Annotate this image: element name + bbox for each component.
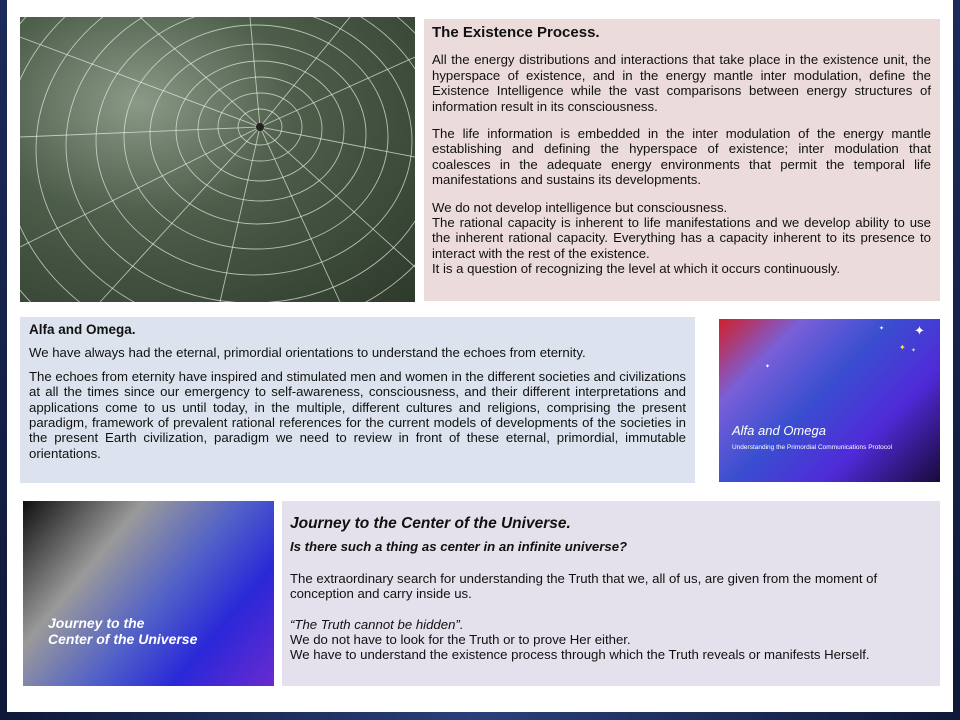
journey-card-title-line-2: Center of the Universe xyxy=(48,631,198,647)
journey-paragraph-2a: We do not have to look for the Truth or to prove Her either. xyxy=(290,632,631,648)
journey-card-title-line-1: Journey to the xyxy=(48,615,145,631)
star-icon: ✦ xyxy=(899,343,906,352)
alfa-omega-cover-image xyxy=(719,319,940,482)
journey-paragraph-2b: We have to understand the existence process through which the Truth reveals or manifests Herself. xyxy=(290,647,870,663)
existence-paragraph-3b: The rational capacity is inherent to life manifestations and we develop ability to use the inherent rational capacity. Everything has a capacity inherent to its presence to interact with the rest of the existence. xyxy=(432,215,931,261)
journey-question: Is there such a thing as center in an infinite universe? xyxy=(290,539,628,555)
journey-panel xyxy=(282,501,940,686)
alfa-title: Alfa and Omega. xyxy=(29,322,136,337)
spider-web-photo xyxy=(20,17,415,302)
star-icon: ✦ xyxy=(765,364,771,370)
journey-quote: “The Truth cannot be hidden”. xyxy=(290,616,464,632)
journey-card-title xyxy=(48,615,197,647)
alfa-omega-panel xyxy=(20,317,695,483)
journey-paragraph-1: The extraordinary search for understanding the Truth that we, all of us, are given from the moment of conception and carry inside us. xyxy=(290,570,878,602)
frame-right-border xyxy=(953,0,960,720)
star-icon: ✦ xyxy=(914,323,925,338)
existence-paragraph-1: All the energy distributions and interactions that take place in the existence unit, the hyperspace of existence, and in the energy mantle inter modulation, define the Existence Intelligence while the vast comparisons between energy structures of information result in its consciousness. xyxy=(432,52,931,114)
alfa-paragraph-1: We have always had the eternal, primordial orientations to understand the echoes from eternity. xyxy=(29,345,586,361)
existence-title: The Existence Process. xyxy=(432,24,600,41)
alfa-card-title: Alfa and Omega xyxy=(732,423,826,438)
existence-paragraph-3c: It is a question of recognizing the level at which it occurs continuously. xyxy=(432,261,841,277)
frame-left-border xyxy=(0,0,7,720)
journey-cover-image xyxy=(23,501,274,686)
star-icon: ✦ xyxy=(911,348,917,354)
alfa-paragraph-2: The echoes from eternity have inspired and stimulated men and women in the different societies and civilizations at all the times since our emergency to self-awareness, consciousness, and their different interpretations and applications come to us until today, in the multiple, different cultures and religions, comprising the present paradigm, framework of prevalent rational references for the current models of developments of the societies in the present Earth civilization, paradigm we need to review in front of these eternal, primordial, immutable orientations. xyxy=(29,368,686,461)
star-icon: ✦ xyxy=(879,326,885,332)
existence-process-panel xyxy=(424,19,940,301)
frame-bottom-border xyxy=(0,712,960,720)
existence-paragraph-3a: We do not develop intelligence but consciousness. xyxy=(432,199,728,215)
alfa-card-subtitle: Understanding the Primordial Communications Protocol xyxy=(732,444,893,451)
existence-paragraph-2: The life information is embedded in the inter modulation of the energy mantle establishing and defining the hyperspace of existence; inter modulation that coalesces in the adequate energy environments that permit the temporal life manifestations and sustains its developments. xyxy=(432,126,931,188)
journey-title: Journey to the Center of the Universe. xyxy=(290,515,571,532)
